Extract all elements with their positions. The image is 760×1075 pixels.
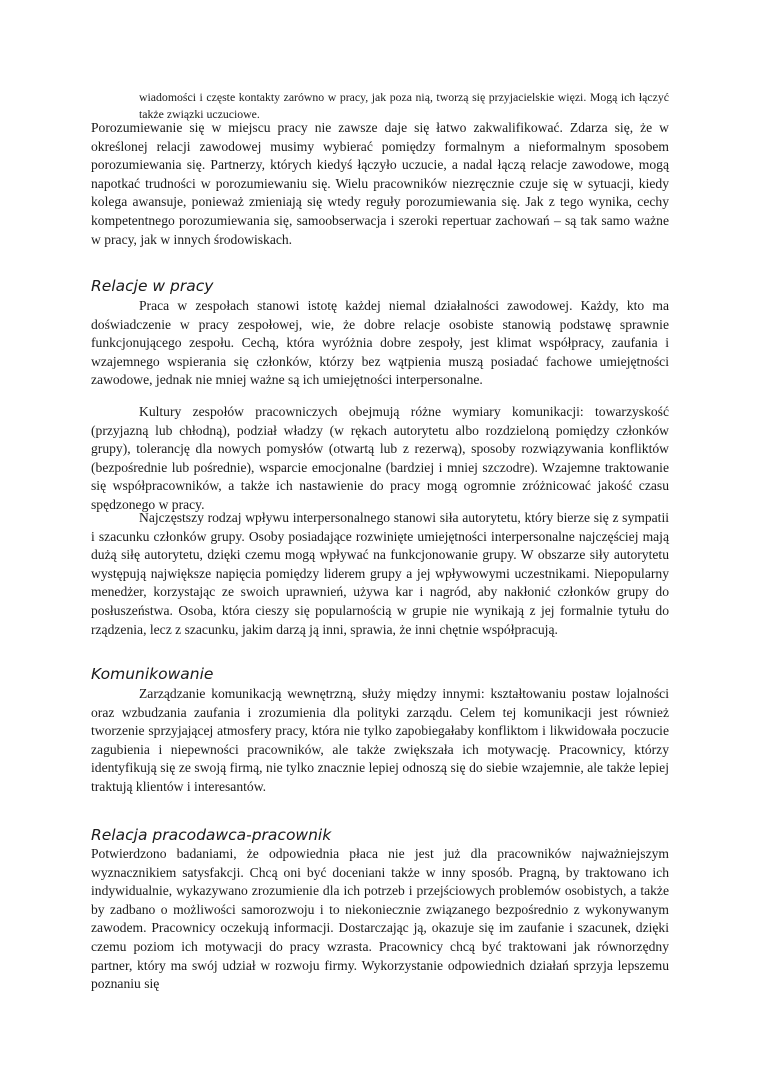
paragraph-relacje-3: Najczęstszy rodzaj wpływu interpersonalnego stanowi siła autorytetu, który bierze się z sympatii i szacunku członków grupy. Osoby posiadające rozwinięte umiejętności interpersonalne najczęściej mają dużą siłę autorytetu, dzięki czemu mogą wpływać na funkcjonowanie grupy. W obszarze siły autorytetu występują największe napięcia pomiędzy liderem grupy a jej wpływowymi uczestnikami. Niepopularny menedżer, korzystając ze swoich uprawnień, używa kar i nagród, aby nakłonić członków grupy do posłuszeństwa. Osoba, która cieszy się popularnością w grupie nie wynikają z jej formalnie tytułu do rządzenia, lecz z szacunku, jakim darzą ją inni, sprawia, że inni chętnie współpracują. [91,510,669,637]
paragraph-komunikowanie: Zarządzanie komunikacją wewnętrzną, służy między innymi: kształtowaniu postaw lojalności oraz wzbudzania zaufania i zrozumienia dla polityki zarządu. Celem tej komunikacji jest również tworzenie sprzyjającej atmosfery pracy, która nie tylko zapobiegałaby konfliktom i likwidowała poczucie zagubienia i niepewności pracowników, ale także zwiększała ich motywację. Pracownicy, którzy identyfikują się ze swoją firmą, nie tylko znacznie lepiej odnoszą się do siebie wzajemnie, ale także lepiej traktują klientów i interesantów. [91,686,669,794]
intro-paragraph: Porozumiewanie się w miejscu pracy nie zawsze daje się łatwo zakwalifikować. Zdarza się, że w określonej relacji zawodowej musimy wybierać pomiędzy formalnym a nieformalnym sposobem porozumiewania się. Partnerzy, których kiedyś łączyło uczucie, a nadal łączą relacje zawodowe, mogą napotkać trudności w porozumiewaniu się. Wielu pracowników niezręcznie czuje się w sytuacji, kiedy kolega awansuje, ponieważ zmieniają się wtedy reguły porozumiewania się. Jak z tego wynika, cechy kompetentnego porozumiewania się, samoobserwacja i szeroki repertuar zachowań – są tak samo ważne w pracy, jak w innych środowiskach. [91,120,669,247]
block-quote: wiadomości i częste kontakty zarówno w pracy, jak poza nią, tworzą się przyjacielskie więzi. Mogą ich łączyć także związki uczuciowe. [139,90,669,121]
section-heading-komunikowanie: Komunikowanie [91,665,214,683]
section-heading-relacje: Relacje w pracy [91,277,214,295]
paragraph-relacje-2: Kultury zespołów pracowniczych obejmują różne wymiary komunikacji: towarzyskość (przyjazną lub chłodną), podział władzy (w rękach autorytetu albo rozdzieloną pomiędzy członków grupy), tolerancję dla nowych pomysłów (otwartą lub z rezerwą), sposoby rozwiązywania konfliktów (bezpośrednie lub pośrednie), wsparcie emocjonalne (bardziej i mniej szczodre). Wzajemne traktowanie się współpracowników, a także ich nastawienie do pracy mogą ogromnie zróżnicować jakość czasu spędzonego w pracy. [91,404,669,512]
paragraph-relacje-1: Praca w zespołach stanowi istotę każdej niemal działalności zawodowej. Każdy, kto ma doświadczenie w pracy zespołowej, wie, że dobre relacje osobiste stanowią podstawę sprawnie funkcjonującego zespołu. Cechą, która wyróżnia dobre zespoły, jest klimat współpracy, zaufania i wzajemnego wspierania się członków, którzy bez wątpienia muszą posiadać fachowe umiejętności zawodowe, jednak nie mniej ważne są ich umiejętności interpersonalne. [91,298,669,388]
paragraph-pracodawca: Potwierdzono badaniami, że odpowiednia płaca nie jest już dla pracowników najważniejszym wyznacznikiem satysfakcji. Chcą oni być doceniani także w inny sposób. Pragną, by traktowano ich indywidualnie, wykazywano zrozumienie dla ich potrzeb i przejściowych problemów osobistych, a także by zadbano o możliwości samorozwoju i to niekoniecznie związanego bezpośrednio z wykonywanym zawodem. Pracownicy oczekują informacji. Dostarczając ją, okazuje się im zaufanie i szacunek, dzięki czemu poziom ich motywacji do pracy wzrasta. Pracownicy chcą być traktowani jak równorzędny partner, który ma swój udział w rozwoju firmy. Wykorzystanie odpowiednich działań sprzyja lepszemu poznaniu się [91,846,669,992]
section-heading-pracodawca: Relacja pracodawca-pracownik [91,826,332,844]
